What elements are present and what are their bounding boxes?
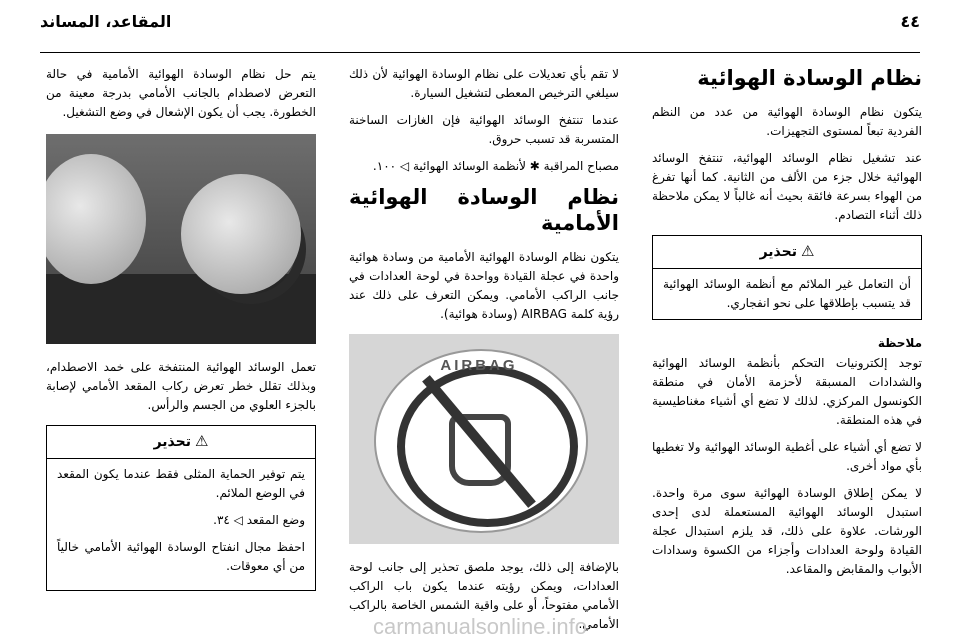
warning-paragraph: يتم توفير الحماية المثلى فقط عندما يكون المقعد في الوضع الملائم.: [57, 467, 305, 500]
page-header: [40, 12, 920, 36]
warning-paragraph: احفظ مجال انفتاح الوسادة الهوائية الأمامي خالياً من أي معوقات.: [57, 540, 305, 573]
paragraph: بالإضافة إلى ذلك، يوجد ملصق تحذير إلى جانب لوحة العدادات، ويمكن رؤيته عندما يكون باب الراكب الأمامي مفتوحاً، أو على واقية الشمس الخاصة بالراكب الأمامي.: [349, 560, 619, 631]
warning-title: تحذير: [759, 244, 797, 260]
left-column: [46, 65, 316, 605]
passenger-airbag-shape: [46, 154, 146, 284]
right-column: [652, 65, 922, 587]
paragraph: عند تشغيل نظام الوسائد الهوائية، تنتفخ الوسائد الهوائية خلال جزء من الألف من الثانية. كما أنها تفرغ من الهواء بسرعة فائقة بحيث أنه غالباً لا يمكن ملاحظة ذلك أثناء التصادم.: [652, 151, 922, 222]
page-number: ٤٤: [900, 12, 920, 31]
paragraph: تعمل الوسائد الهوائية المنتفخة على خمد الاصطدام، وبذلك تقلل خطر تعرض ركاب المقعد الأمامي لإصابة بالجزء العلوي من الجسم والرأس.: [46, 360, 316, 412]
paragraph: يتكون نظام الوسادة الهوائية من عدد من النظم الفردية تبعاً لمستوى التجهيزات.: [652, 105, 922, 138]
paragraph: يتكون نظام الوسادة الهوائية الأمامية من وسادة هوائية واحدة في عجلة القيادة وواحدة في لوحة العدادات في جانب الراكب الأمامي. ويمكن التعرف على ذلك عند رؤية كلمة AIRBAG (وسادة هوائية).: [349, 250, 619, 321]
warning-header: [47, 426, 315, 459]
front-airbag-heading: نظام الوسادة الهوائية الأمامية: [349, 185, 619, 235]
paragraph: مصباح المراقبة ✱ لأنظمة الوسائد الهوائية ◁ ١٠٠.: [372, 159, 619, 173]
header-divider: [40, 52, 920, 53]
deployed-airbags-photo: [46, 134, 316, 344]
warning-header: [653, 236, 921, 269]
paragraph: لا تقم بأي تعديلات على نظام الوسادة الهوائية لأن ذلك سيلغي الترخيص المعطى لتشغيل السيارة.: [349, 67, 619, 100]
watermark: carmanualsonline.info: [372, 614, 588, 639]
note-paragraph: لا تضع أي أشياء على أغطية الوسائد الهوائية ولا تغطيها بأي مواد أخرى.: [652, 440, 922, 473]
note-paragraph: توجد إلكترونيات التحكم بأنظمة الوسائد الهوائية والشدادات المسبقة لأحزمة الأمان في منطقة الكونسول المركزي. لذلك لا تضع أي أشياء مغناطيسية في هذه المنطقة.: [652, 356, 922, 427]
warning-box: [652, 235, 922, 320]
airbag-system-heading: نظام الوسادة الهوائية: [697, 66, 922, 90]
middle-column: [349, 65, 619, 642]
warning-triangle-icon: ⚠: [800, 242, 815, 260]
warning-paragraph: وضع المقعد ◁ ٣٤.: [213, 513, 305, 527]
warning-title: تحذير: [153, 434, 191, 450]
driver-airbag-shape: [181, 174, 301, 294]
warning-body: أن التعامل غير الملائم مع أنظمة الوسائد الهوائية قد يتسبب بإطلاقها على نحو انفجاري.: [663, 277, 911, 310]
note-title: ملاحظة: [877, 336, 922, 350]
note-paragraph: لا يمكن إطلاق الوسادة الهوائية سوى مرة واحدة. استبدل الوسائد الهوائية المستعملة لدى إحدى الورشات. علاوة على ذلك، قد يلزم استبدال عجلة القيادة ولوحة العدادات وأجزاء من الكسوة وسدادات الأبواب والمقابض والمقاعد.: [652, 486, 922, 576]
paragraph: عندما تنتفخ الوسائد الهوائية فإن الغازات الساخنة المتسربة قد تسبب حروق.: [349, 113, 619, 146]
airbag-label-text: AIRBAG: [440, 357, 518, 374]
warning-box: [46, 425, 316, 591]
airbag-warning-label-figure: [349, 334, 619, 544]
warning-triangle-icon: ⚠: [194, 432, 209, 450]
warning-body: [47, 459, 315, 590]
paragraph: يتم حل نظام الوسادة الهوائية الأمامية في حالة التعرض لاصطدام بالجانب الأمامي بدرجة معينة من الخطورة. يجب أن يكون الإشعال في وضع التشغيل.: [46, 67, 316, 119]
section-title: المقاعد، المساند: [40, 12, 172, 31]
